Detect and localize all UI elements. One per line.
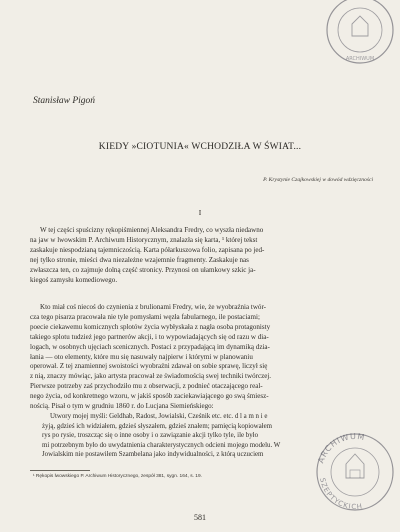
quote-line: żyją, gdzieś ich widziałem, gdzieś słyszałem, gdzieś znałem; pamięcią kopiowałem xyxy=(42,422,272,430)
paragraph-line: zaskakuje niespodzianą tajemniczością. Karta półarkuszowa folio, zapisana po jed- xyxy=(30,245,265,254)
svg-text:ARCHIWUM: ARCHIWUM xyxy=(316,431,366,465)
archive-stamp-top xyxy=(322,0,398,76)
quote-line: Jowialskim nie postawiłem Szambelana jako indywidualności, z którą uczuciem xyxy=(42,451,264,458)
footnote-divider xyxy=(30,470,90,471)
svg-text:ARCHIWUM: ARCHIWUM xyxy=(345,56,375,62)
paragraph-line: Pierwsze potrzeby zaś przychodziło mu z obserwacji, z podnieć otaczającego real- xyxy=(30,382,263,391)
article-title: KIEDY »CIOTUNIA« WCHODZIŁA W ŚWIAT... xyxy=(98,142,302,152)
paragraph-line: W tej części spuścizny rękopiśmiennej Aleksandra Fredry, co wyszła niedawno xyxy=(40,226,264,234)
paragraph-line: z nią, znaczy mówiąc, jako artysta pracował ze świadomością swej techniki twórczej. xyxy=(30,372,272,381)
author-name: Stanisław Pigoń xyxy=(33,96,96,106)
paragraph-line: łania — oto elementy, które mu się nasuwały najpierw i którymi w planowaniu xyxy=(30,352,253,361)
paragraph-line: cza tego pisarza pracowała nie tyle pomysłami węzła fabularnego, ile postaciami; xyxy=(30,312,260,321)
paragraph-line: zwłaszcza ten, co zajmuje dolną część stronicy. Przynosi on ułamkowy szkic ja- xyxy=(30,265,256,274)
paragraph-line: logach, w osobnych ujęciach scenicznych. Postaci z przypadającą im dynamiką dzia- xyxy=(30,342,270,351)
paragraph-line: Kto miał coś niecoś do czynienia z brulionami Fredry, wie, że wyobraźnia twór- xyxy=(40,303,267,311)
dedication: P. Krystynie Czajkowskiej w dowód wdzięczności xyxy=(263,177,373,183)
paragraph-line: poecie ciekawemu komicznych splotów życia wybłyskała z nagła osoba protagonisty xyxy=(30,322,271,331)
paragraph-line: kiegoś zamysłu komediowego. xyxy=(30,275,118,284)
paragraph-line: nej tylko stronie, mieści dwa niezależne wzajemnie fragmenty. Zaskakuje nas xyxy=(30,255,249,264)
paragraph-line: nego życia, od konkretnego wzoru, w jakiś sposób zaciekawiającego go swą śmiesz- xyxy=(30,392,269,401)
svg-text:SZEPTYCKICH: SZEPTYCKICH xyxy=(318,477,364,512)
paragraph-2 xyxy=(30,303,375,412)
quote-line: mi potrzebnym było do uwydatnienia charakterystycznych odcieni mojego modelu. W xyxy=(42,441,281,449)
paragraph-line: nością. Pisał o tym w grudniu 1860 r. do Lucjana Siemieńskiego: xyxy=(30,402,214,411)
footnote: ¹ Rękopis lwowskiego P. Archiwum Historycznego, zespół 381, sygn. 164, s. 19. xyxy=(33,474,202,479)
paragraph-line: operował. Z tej znamiennej swoistości wyobraźni zdawał on sobie sprawę, liczył się xyxy=(30,362,268,371)
paragraph-1 xyxy=(30,226,375,285)
quote-line: rys po rysie, troszcząc się o inne osoby i o zawiązanie akcji tylko tyle, ile było xyxy=(42,432,259,439)
page-number: 581 xyxy=(194,513,206,522)
quote-line: Utwory mojej myśli: Geldhab, Radost, Jowialski, Cześnik etc. etc. d l a m n i e xyxy=(50,413,268,420)
paragraph-line: na jaw w lwowskim P. Archiwum Historycznym, znalazła się karta, ¹ której tekst xyxy=(30,235,258,244)
paragraph-line: takiego splotu tudzież jego partnerów akcji, i to wypowiadających się od razu w dia- xyxy=(30,332,269,341)
section-number: I xyxy=(198,208,202,217)
archive-stamp-bottom xyxy=(312,412,398,532)
